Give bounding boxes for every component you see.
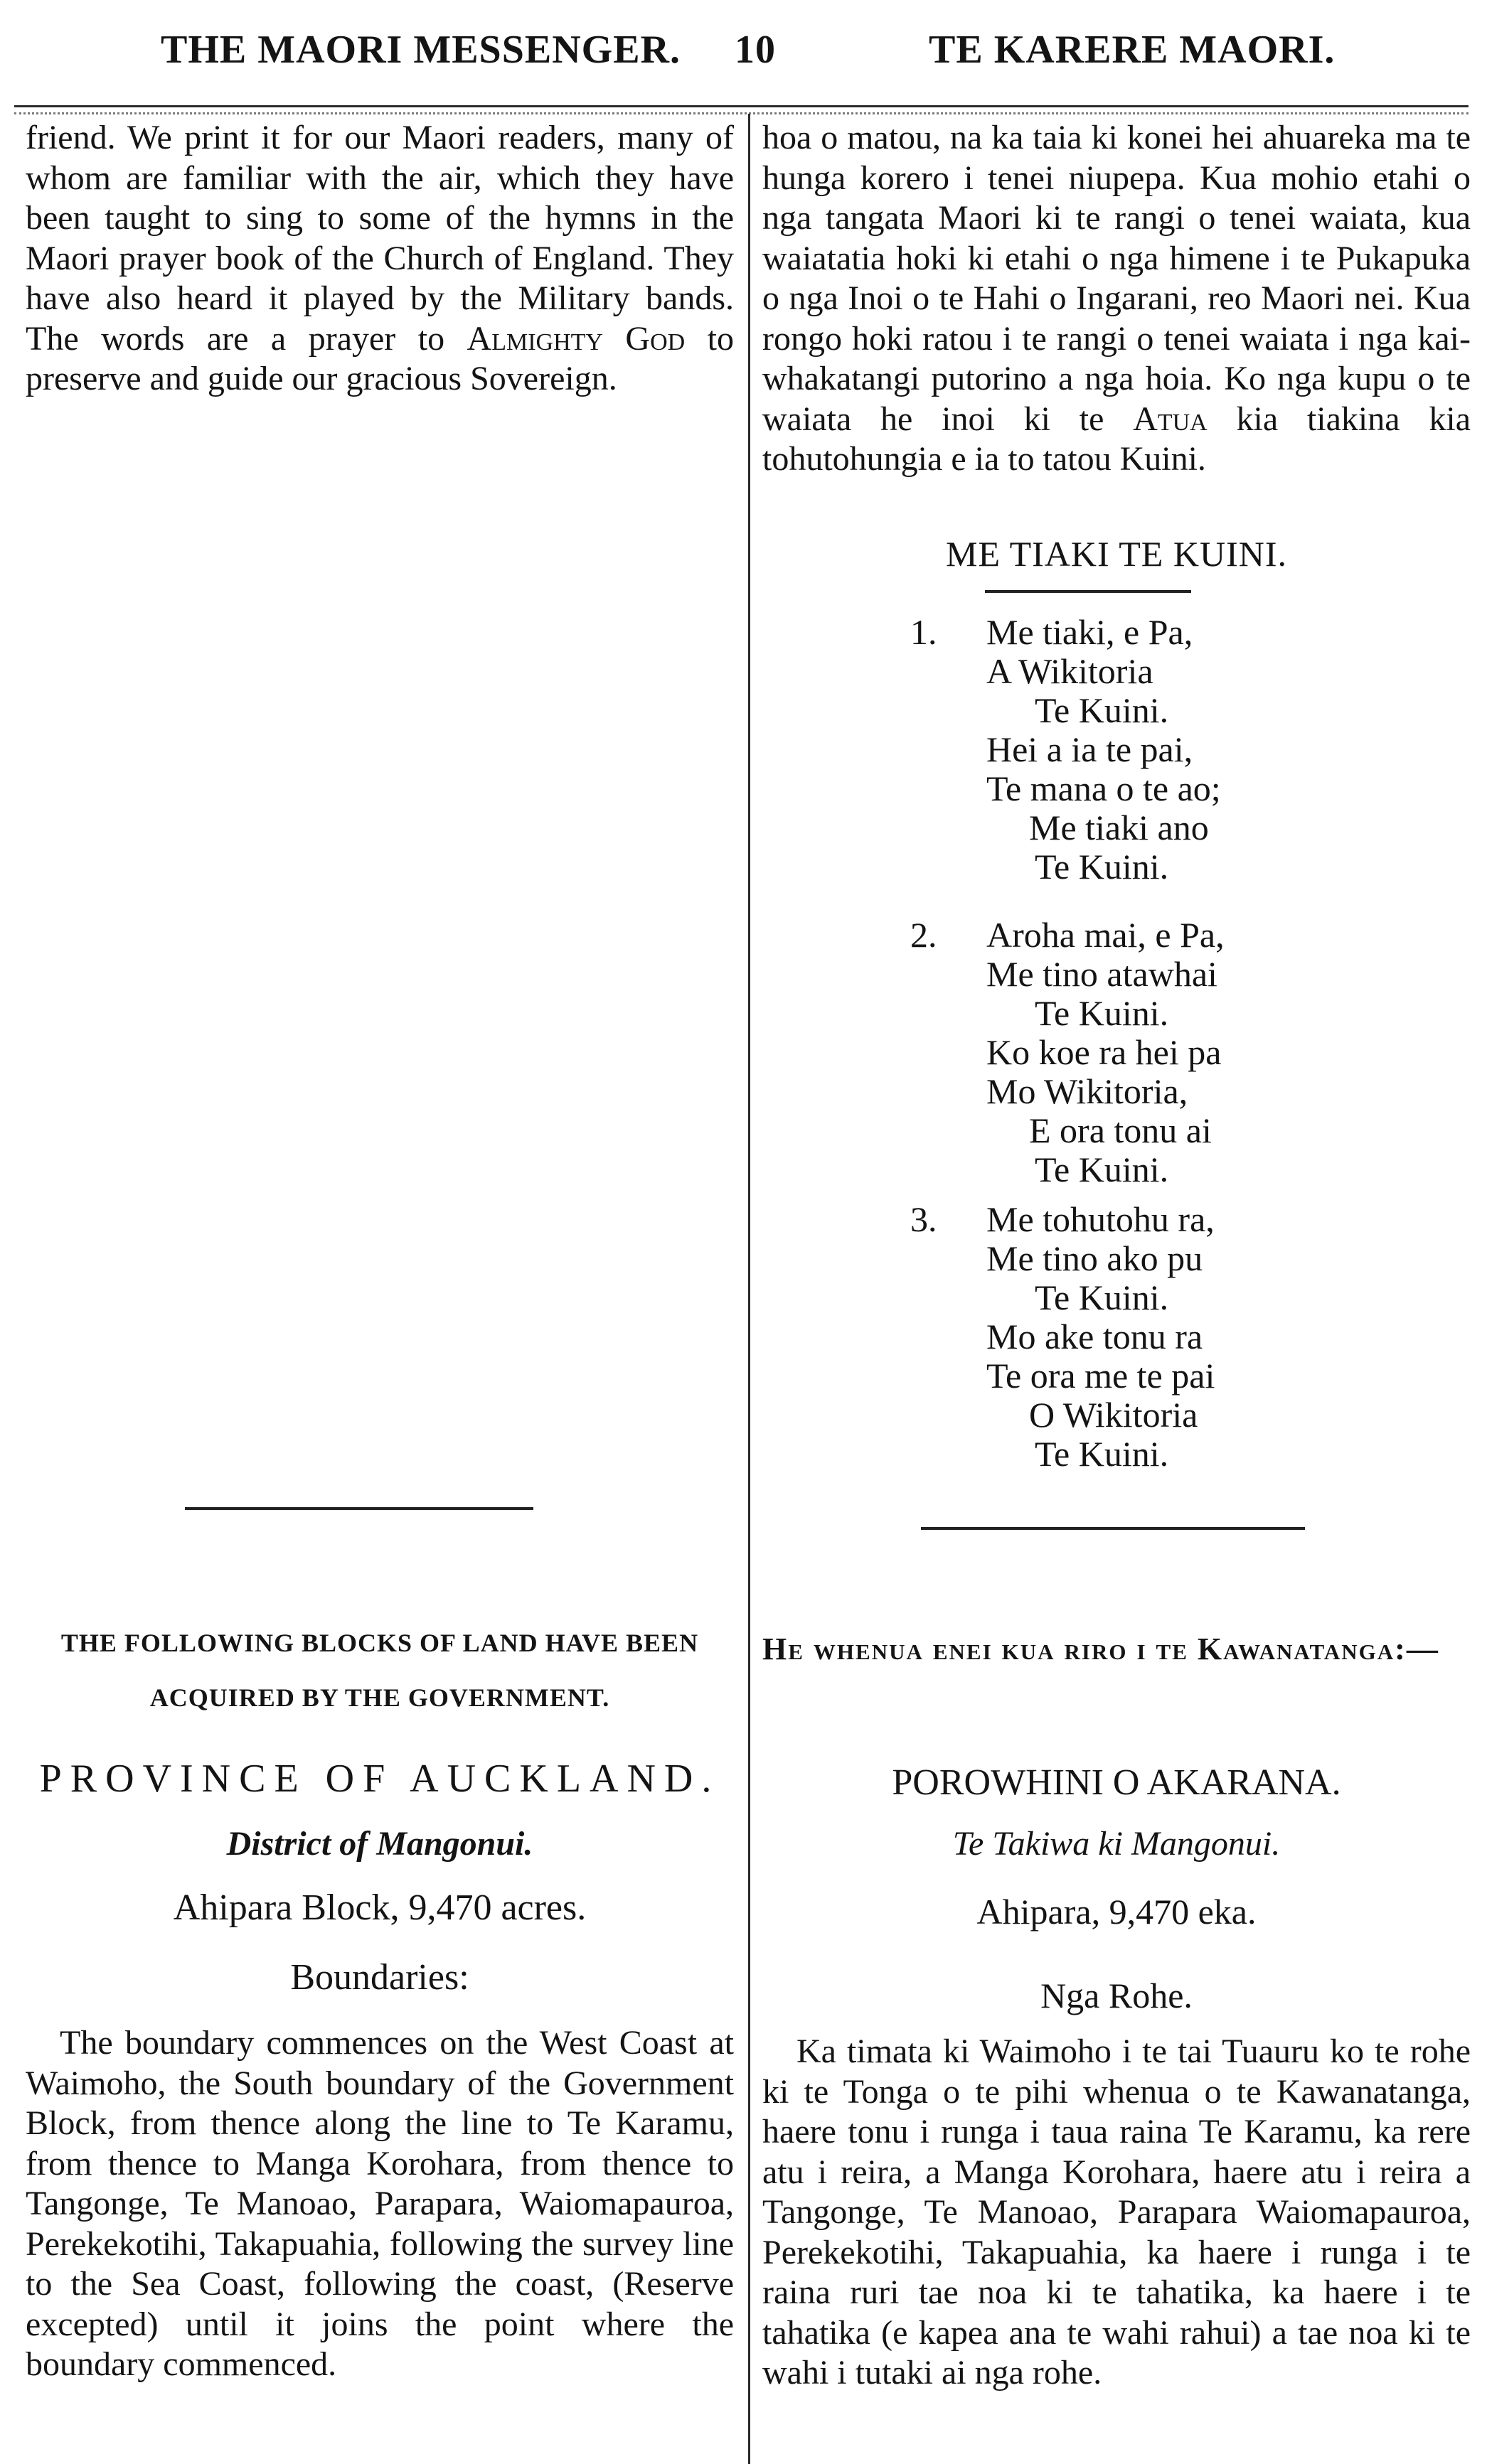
maori-intro-text-1: hoa o matou, na ka taia ki konei hei ahuareka ma te hunga korero i tenei niupepa. Kua mohio etahi o nga tangata Maori ki te rangi o tenei waiata, kua waiatatia hoki ki etahi o nga himene i te Pukapuka o nga Inoi o te Hahi o Ingarani, reo Maori nei. Kua rongo hoki ratou i te rangi o tenei waiata i nga kai-whakatangi putorino a nga hoia. Ko nga kupu o te waiata he inoi ki te <box>762 119 1471 438</box>
land-notice-heading-line-2: ACQUIRED BY THE GOVERNMENT. <box>149 1683 610 1712</box>
english-intro-paragraph <box>26 118 734 400</box>
english-intro-almighty: Almighty God <box>467 319 686 358</box>
verse-line: E ora tonu ai <box>1029 1110 1212 1150</box>
verse-line: Te Kuini. <box>1035 1277 1169 1317</box>
boundary-text-english: The boundary commences on the West Coast at Waimoho, the South boundary of the Government Block, from thence along the line to Te Karamu, from thence to Manga Korohara, from thence to Tangonge, Te Manoao, Parapara, Waiomapauroa, Perekekotihi, Takapuahia, following the survey line to the Sea Coast, following the coast, (Reserve excepted) until it joins the point where the boundary commenced. <box>26 2024 734 2383</box>
english-intro-text-1: friend. We print it for our Maori readers, many of whom are familiar with the air, which they have been taught to sing to some of the hymns in the Maori prayer book of the Church of England. They have also heard it played by the Military bands. The words are a prayer to <box>26 119 734 358</box>
verse-line: Aroha mai, e Pa, <box>986 915 1225 955</box>
verse-line: Ko koe ra hei pa <box>986 1032 1222 1072</box>
column-divider <box>748 114 750 2464</box>
header-dotted-rule <box>14 112 1469 114</box>
verse-line: Te Kuini. <box>1035 1434 1169 1474</box>
maori-intro-atua: Atua <box>1133 400 1208 438</box>
verse-line: Hei a ia te pai, <box>986 729 1193 769</box>
verse-line: Me tohutohu ra, <box>986 1199 1215 1239</box>
boundary-text-maori: Ka timata ki Waimoho i te tai Tuauru ko te rohe ki te Tonga o te pihi whenua o te Kawanatanga, haere tonu i runga i taua raina Te Karamu, ka rere atu i reira, a Manga Korohara, haere atu i reira a Tangonge, Te Manoao, Parapara Waiomapauroa, Perekekotihi, Takapuahia, ka haere i runga i te raina ruri tae noa ki te tahatika, ka haere i te tahatika (e kapea ana te wahi rahui) a tae noa ki te wahi i tutaki ai nga rohe. <box>762 2032 1471 2391</box>
verse-line: Te Kuini. <box>1035 1150 1169 1189</box>
verse-line: Mo Wikitoria, <box>986 1071 1188 1111</box>
verse-line: A Wikitoria <box>986 651 1153 691</box>
header-rule <box>14 105 1469 107</box>
page-number: 10 <box>735 28 776 72</box>
masthead-maori: TE KARERE MAORI. <box>929 28 1336 72</box>
maori-intro-text-2: kia tiakina kia tohutohungia e ia to tatou Kuini. <box>762 400 1471 478</box>
verse-line: Te mana o te ao; <box>986 768 1221 808</box>
verse-line: Te Kuini. <box>1035 993 1169 1033</box>
song-title-rule <box>985 590 1191 593</box>
verse-line: Te ora me te pai <box>986 1356 1215 1396</box>
verse-line: Me tiaki ano <box>1029 808 1209 847</box>
masthead-english: THE MAORI MESSENGER. <box>161 28 681 72</box>
province-heading-english: PROVINCE OF AUCKLAND. <box>39 1757 720 1801</box>
verse-line: O Wikitoria <box>1029 1395 1198 1435</box>
land-notice-heading-maori: He whenua enei kua riro i te Kawanatanga:— <box>762 1632 1439 1666</box>
boundaries-label-maori: Nga Rohe. <box>1040 1976 1193 2015</box>
song-title: ME TIAKI TE KUINI. <box>946 534 1287 574</box>
verse-line: Te Kuini. <box>1035 847 1169 886</box>
verse-line: Mo ake tonu ra <box>986 1317 1203 1356</box>
block-heading-maori: Ahipara, 9,470 eka. <box>976 1892 1257 1932</box>
district-heading-english: District of Mangonui. <box>226 1825 533 1863</box>
maori-intro-paragraph <box>762 118 1471 480</box>
block-heading-english: Ahipara Block, 9,470 acres. <box>173 1887 587 1928</box>
verse-line: Me tino atawhai <box>986 954 1217 994</box>
boundary-description-maori <box>762 2032 1471 2394</box>
land-notice-heading-line-1: THE FOLLOWING BLOCKS OF LAND HAVE BEEN <box>60 1629 699 1657</box>
verse-number: 3. <box>910 1199 937 1239</box>
verse-number: 2. <box>910 915 937 955</box>
province-heading-maori: POROWHINI O AKARANA. <box>892 1762 1341 1803</box>
verse-line: Me tiaki, e Pa, <box>986 612 1193 652</box>
verse-line: Te Kuini. <box>1035 690 1169 730</box>
section-separator-left <box>185 1507 533 1510</box>
section-separator-right <box>921 1527 1305 1530</box>
district-heading-maori: Te Takiwa ki Mangonui. <box>952 1825 1281 1863</box>
boundary-description-english <box>26 2023 734 2385</box>
boundaries-label-english: Boundaries: <box>290 1957 469 1998</box>
verse-number: 1. <box>910 612 937 652</box>
verse-line: Me tino ako pu <box>986 1238 1203 1278</box>
english-intro-text-2: to preserve and guide our gracious Sovereign. <box>26 319 735 397</box>
